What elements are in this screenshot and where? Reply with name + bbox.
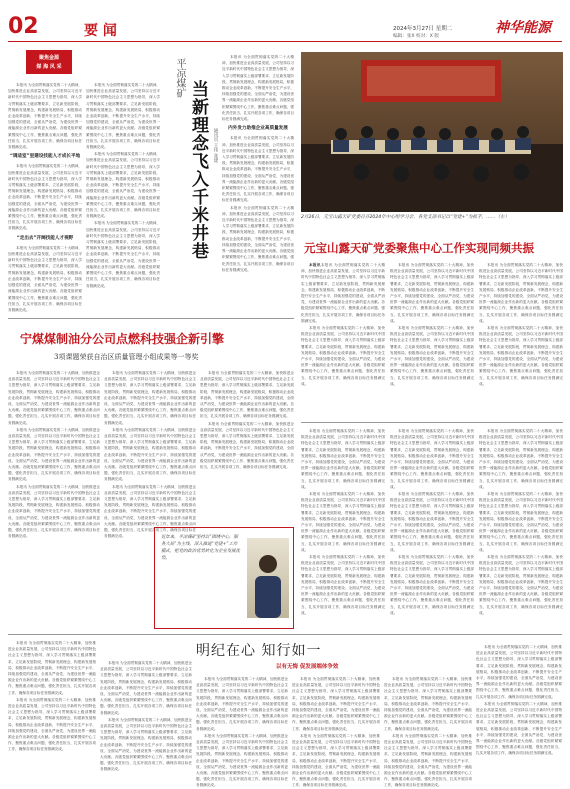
para: 本报讯 为全面贯彻落实党的二十大精神，加快推进企业高质量发展，公司坚持以习近平新时代中国特色社会主义思想为指导，深入学习贯彻落实上级部署要求，立足新发展阶段，贯彻新发展理念，构建新发展格局，积极推动企业改革创新，不断提升安全生产水平，持续加强党的建设，全面从严治党，为建设世界一流能源企业作出新的更大贡献。各级党组织紧紧围绕中心工作，聚焦重点难点问题，强化责任担当，扎实开展各项工作，确保各项目标任务圆满完成。 [384, 677, 472, 731]
para: 本报讯 为全面贯彻落实党的二十大精神，加快推进企业高质量发展，公司坚持以习近平新时代中国特色社会主义思想为指导，深入学习贯彻落实上级部署要求，立足新发展阶段，贯彻新发展理念，构建新发展格局，积极推动企业改革创新，不断提升安全生产水平，持续加强党的建设，全面从严治党，为建设世界一流能源企业作出新的更大贡献。各级党组织紧紧围绕中心工作，聚焦重点难点问题，强化责任担当，扎实开展各项工作，确保各项目标任务圆满完成。 [384, 733, 472, 788]
para: 本报讯 为全面贯彻落实党的二十大精神，加快推进企业高质量发展，公司坚持以习近平新时代中国特色社会主义思想为指导，深入学习贯彻落实上级部署要求，立足新发展阶段，贯彻新发展理念，构建新发展格局，积极推动企业改革创新，不断提升安全生产水平，持续加强党的建设，全面从严治党，为建设世界一流能源企业作出新的更大贡献。各级党组织紧紧围绕中心工作，聚焦重点难点问题，强化责任担当，扎实开展各项工作，确保各项目标任务圆满完成。 [390, 326, 474, 386]
para: 本报讯 为全面贯彻落实党的二十大精神，加快推进企业高质量发展，公司坚持以习近平新时代中国特色社会主义思想为指导，深入学习贯彻落实上级部署要求，立足新发展阶段，贯彻新发展理念，构建新发展格局，积极推动企业改革创新，不断提升安全生产水平，持续加强党的建设，全面从严治党，为建设世界一流能源企业作出新的更大贡献。各级党组织紧紧围绕中心工作，聚焦重点难点问题，强化责任担当，扎实开展各项工作，确保各项目标任务圆满完成。 [86, 152, 160, 219]
article-mid-col-3 [200, 370, 294, 512]
para: 本报讯 为全面贯彻落实党的二十大精神，加快推进企业高质量发展，公司坚持以习近平新时代中国特色社会主义思想为指导，深入学习贯彻落实上级部署要求，立足新发展阶段，贯彻新发展理念，构建新发展格局，积极推动企业改革创新，不断提升安全生产水平，持续加强党的建设，全面从严治党，为建设世界一流能源企业作出新的更大贡献。各级党组织紧紧围绕中心工作，聚焦重点难点问题，强化责任担当，扎实开展各项工作，确保各项目标任务圆满完成。 [104, 484, 196, 539]
headline-right: 元宝山露天矿党委聚焦中心工作实现同频共振 [304, 241, 534, 255]
article-bottom-col-5 [384, 676, 472, 788]
byline: 本报讯 [309, 263, 321, 267]
para: 本报讯 为全面贯彻落实党的二十大精神，加快推进企业高质量发展，公司坚持以习近平新时代中国特色社会主义思想为指导，深入学习贯彻落实上级部署要求，立足新发展阶段，贯彻新发展理念，构建新发展格局，积极推动企业改革创新，不断提升安全生产水平，持续加强党的建设，全面从严治党，为建设世界一流能源企业作出新的更大贡献。各级党组织紧紧围绕中心工作，聚焦重点难点问题，强化责任担当，扎实开展各项工作，确保各项目标任务圆满完成。 [479, 555, 563, 615]
para: 本报讯 为全面贯彻落实党的二十大精神，加快推进企业高质量发展，公司坚持以习近平新时代中国特色社会主义思想为指导，深入学习贯彻落实上级部署要求，立足新发展阶段，贯彻新发展理念，构建新发展格局，积极推动企业改革创新，不断提升安全生产水平，持续加强党的建设，全面从严治党，为建设世界一流能源企业作出新的更大贡献。各级党组织紧紧围绕中心工作，聚焦重点难点问题，强化责任担当，扎实开展各项工作，确保各项目标任务圆满完成。 [196, 677, 288, 731]
para: 本报讯 为全面贯彻落实党的二十大精神，加快推进企业高质量发展，公司坚持以习近平新时代中国特色社会主义思想为指导，深入学习贯彻落实上级部署要求，立足新发展阶段，贯彻新发展理念，构建新发展格局，积极推动企业改革创新，不断提升安全生产水平，持续加强党的建设，全面从严治党，为建设世界一流能源企业作出新的更大贡献。各级党组织紧紧围绕中心工作，聚焦重点难点问题，强化责任担当，扎实开展各项工作，确保各项目标任务圆满完成。 [86, 83, 160, 150]
article-left-col-2 [86, 82, 160, 318]
para: 本报讯 为全面贯彻落实党的二十大精神，加快推进企业高质量发展，公司坚持以习近平新时代中国特色社会主义思想为指导，深入学习贯彻落实上级部署要求，立足新发展阶段，贯彻新发展理念，构建新发展格局，积极推动企业改革创新，不断提升安全生产水平，持续加强党的建设，全面从严治党，为建设世界一流能源企业作出新的更大贡献。各级党组织紧紧围绕中心工作，聚焦重点难点问题，强化责任担当，扎实开展各项工作，确保各项目标任务圆满完成。 [222, 55, 294, 122]
portrait-illustration [247, 538, 289, 618]
article-right-col-3 [479, 262, 563, 422]
photo-meeting [301, 52, 563, 212]
para: 本报讯 为全面贯彻落实党的二十大精神，加快推进企业高质量发展，公司坚持以习近平新时代中国特色社会主义思想为指导，深入学习贯彻落实上级部署要求，立足新发展阶段，贯彻新发展理念，构建新发展格局，积极推动企业改革创新，不断提升安全生产水平，持续加强党的建设，全面从严治党，为建设世界一流能源企业作出新的更大贡献。各级党组织紧紧围绕中心工作，聚焦重点难点问题，强化责任担当，扎实开展各项工作，确保各项目标任务圆满完成。 [222, 136, 294, 203]
para: 本报讯 为全面贯彻落实党的二十大精神，加快推进企业高质量发展，公司坚持以习近平新时代中国特色社会主义思想为指导，深入学习贯彻落实上级部署要求，立足新发展阶段，贯彻新发展理念，构建新发展格局，积极推动企业改革创新，不断提升安全生产水平，持续加强党的建设，全面从严治党，为建设世界一流能源企业作出新的更大贡献。各级党组织紧紧围绕中心工作，聚焦重点难点问题，强化责任担当，扎实开展各项工作，确保各项目标任务圆满完成。 [390, 492, 474, 552]
para: 本报讯 为全面贯彻落实党的二十大精神，加快推进企业高质量发展，公司坚持以习近平新时代中国特色社会主义思想为指导，深入学习贯彻落实上级部署要求，立足新发展阶段，贯彻新发展理念，构建新发展格局，积极推动企业改革创新，不断提升安全生产水平，持续加强党的建设，全面从严治党，为建设世界一流能源企业作出新的更大贡献。各级党组织紧紧围绕中心工作，聚焦重点难点问题，强化责任担当，扎实开展各项工作，确保各项目标任务圆满完成。 [476, 645, 562, 699]
para: 本报讯 为全面贯彻落实党的二十大精神，加快推进企业高质量发展，公司坚持以习近平新时代中国特色社会主义思想为指导，深入学习贯彻落实上级部署要求，立足新发展阶段，贯彻新发展理念，构建新发展格局，积极推动企业改革创新，不断提升安全生产水平，持续加强党的建设，全面从严治党，为建设世界一流能源企业作出新的更大贡献。各级党组织紧紧围绕中心工作，聚焦重点难点问题，强化责任担当，扎实开展各项工作，确保各项目标任务圆满完成。 [390, 263, 474, 323]
article-left-col-1 [8, 82, 82, 318]
quote-box [154, 527, 294, 629]
banner-line-b: 煤 海 风 采 [36, 64, 62, 70]
article-bottom-col-4 [292, 676, 380, 788]
para: 本报讯 为全面贯彻落实党的二十大精神，加快推进企业高质量发展，公司坚持以习近平新时代中国特色社会主义思想为指导，深入学习贯彻落实上级部署要求，立足新发展阶段，贯彻新发展理念，构建新发展格局，积极推动企业改革创新，不断提升安全生产水平，持续加强党的建设，全面从严治党，为建设世界一流能源企业作出新的更大贡献。各级党组织紧紧围绕中心工作，聚焦重点难点问题，强化责任担当，扎实开展各项工作，确保各项目标任务圆满完成。 [292, 733, 380, 788]
para: 本报讯 为全面贯彻落实党的二十大精神，加快推进企业高质量发展，公司坚持以习近平新时代中国特色社会主义思想为指导，深入学习贯彻落实上级部署要求，立足新发展阶段，贯彻新发展理念，构建新发展格局，积极推动企业改革创新，不断提升安全生产水平，持续加强党的建设，全面从严治党，为建设世界一流能源企业作出新的更大贡献。各级党组织紧紧围绕中心工作，聚焦重点难点问题，强化责任担当，扎实开展各项工作，确保各项目标任务圆满完成。 [196, 733, 288, 788]
para: 本报讯 为全面贯彻落实党的二十大精神，加快推进企业高质量发展，公司坚持以习近平新时代中国特色社会主义思想为指导，深入学习贯彻落实上级部署要求，立足新发展阶段，贯彻新发展理念，构建新发展格局，积极推动企业改革创新，不断提升安全生产水平，持续加强党的建设，全面从严治党，为建设世界一流能源企业作出新的更大贡献。各级党组织紧紧围绕中心工作，聚焦重点难点问题，强化责任担当，扎实开展各项工作，确保各项目标任务圆满完成。 [8, 484, 100, 539]
article-bottom-col-6 [476, 644, 562, 770]
para: 本报讯 为全面贯彻落实党的二十大精神，加快推进企业高质量发展，公司坚持以习近平新时代中国特色社会主义思想为指导，深入学习贯彻落实上级部署要求，立足新发展阶段，贯彻新发展理念，构建新发展格局，积极推动企业改革创新，不断提升安全生产水平，持续加强党的建设，全面从严治党，为建设世界一流能源企业作出新的更大贡献。各级党组织紧紧围绕中心工作，聚焦重点难点问题，强化责任担当，扎实开展各项工作，确保各项目标任务圆满完成。 [8, 641, 96, 695]
para: 本报讯 为全面贯彻落实党的二十大精神，加快推进企业高质量发展，公司坚持以习近平新时代中国特色社会主义思想为指导，深入学习贯彻落实上级部署要求，立足新发展阶段，贯彻新发展理念，构建新发展格局，积极推动企业改革创新，不断提升安全生产水平，持续加强党的建设，全面从严治党，为建设世界一流能源企业作出新的更大贡献。各级党组织紧紧围绕中心工作，聚焦重点难点问题，强化责任担当，扎实开展各项工作，确保各项目标任务圆满完成。 [8, 371, 100, 425]
para: 本报讯 为全面贯彻落实党的二十大精神，加快推进企业高质量发展，公司坚持以习近平新时代中国特色社会主义思想为指导，深入学习贯彻落实上级部署要求，立足新发展阶段，贯彻新发展理念，构建新发展格局，积极推动企业改革创新，不断提升安全生产水平，持续加强党的建设，全面从严治党，为建设世界一流能源企业作出新的更大贡献。各级党组织紧紧围绕中心工作，聚焦重点难点问题，强化责任担当，扎实开展各项工作，确保各项目标任务圆满完成。 [8, 427, 100, 482]
para: 本报讯 为全面贯彻落实党的二十大精神，加快推进企业高质量发展，公司坚持以习近平新时代中国特色社会主义思想为指导，深入学习贯彻落实上级部署要求，立足新发展阶段，贯彻新发展理念，构建新发展格局，积极推动企业改革创新，不断提升安全生产水平，持续加强党的建设，全面从严治党，为建设世界一流能源企业作出新的更大贡献。各级党组织紧紧围绕中心工作，聚焦重点难点问题，强化责任担当，扎实开展各项工作，确保各项目标任务圆满完成。 [390, 555, 474, 615]
para: 本报讯 为全面贯彻落实党的二十大精神，加快推进企业高质量发展，公司坚持以习近平新时代中国特色社会主义思想为指导，深入学习贯彻落实上级部署要求，立足新发展阶段，贯彻新发展理念，构建新发展格局，积极推动企业改革创新，不断提升安全生产水平，持续加强党的建设，全面从严治党，为建设世界一流能源企业作出新的更大贡献。各级党组织紧紧围绕中心工作，聚焦重点难点问题，强化责任担当，扎实开展各项工作，确保各项目标任务圆满完成。 [100, 661, 192, 715]
banner-line-a: 聚焦金源 [38, 55, 59, 61]
para: 本报讯 为全面贯彻落实党的二十大精神，加快推进企业高质量发展，公司坚持以习近平新时代中国特色社会主义思想为指导，深入学习贯彻落实上级部署要求，立足新发展阶段，贯彻新发展理念，构建新发展格局，积极推动企业改革创新，不断提升安全生产水平，持续加强党的建设，全面从严治党，为建设世界一流能源企业作出新的更大贡献。各级党组织紧紧围绕中心工作，聚焦重点难点问题，强化责任担当，扎实开展各项工作，确保各项目标任务圆满完成。 [390, 429, 474, 489]
article-bottom-col-2 [100, 660, 192, 770]
article-right-col-2 [390, 262, 474, 422]
article-bottom-col-1 [8, 640, 96, 770]
para: 本报讯 为全面贯彻落实党的二十大精神，加快推进企业高质量发展，公司坚持以习近平新时代中国特色社会主义思想为指导，深入学习贯彻落实上级部署要求，立足新发展阶段，贯彻新发展理念，构建新发展格局，积极推动企业改革创新，不断提升安全生产水平，持续加强党的建设，全面从严治党，为建设世界一流能源企业作出新的更大贡献。各级党组织紧紧围绕中心工作，聚焦重点难点问题，强化责任担当，扎实开展各项工作，确保各项目标任务圆满完成。 [479, 492, 563, 552]
para: 本报讯 为全面贯彻落实党的二十大精神，加快推进企业高质量发展，公司坚持以习近平新时代中国特色社会主义思想为指导，深入学习贯彻落实上级部署要求，立足新发展阶段，贯彻新发展理念，构建新发展格局，积极推动企业改革创新，不断提升安全生产水平，持续加强党的建设，全面从严治党，为建设世界一流能源企业作出新的更大贡献。各级党组织紧紧围绕中心工作，聚焦重点难点问题，强化责任担当，扎实开展各项工作，确保各项目标任务圆满完成。 [479, 326, 563, 386]
para: 本报讯 为全面贯彻落实党的二十大精神，加快推进企业高质量发展，公司坚持以习近平新时代中国特色社会主义思想为指导，深入学习贯彻落实上级部署要求，立足新发展阶段，贯彻新发展理念，构建新发展格局，积极推动企业改革创新，不断提升安全生产水平，持续加强党的建设，全面从严治党，为建设世界一流能源企业作出新的更大贡献。各级党组织紧紧围绕中心工作，聚焦重点难点问题，强化责任担当，扎实开展各项工作，确保各项目标任务圆满完成。 [301, 555, 385, 615]
para: 本报讯 为全面贯彻落实党的二十大精神，加快推进企业高质量发展，公司坚持以习近平新时代中国特色社会主义思想为指导，深入学习贯彻落实上级部署要求，立足新发展阶段，贯彻新发展理念，构建新发展格局，积极推动企业改革创新，不断提升安全生产水平，持续加强党的建设，全面从严治党，为建设世界一流能源企业作出新的更大贡献。各级党组织紧紧围绕中心工作，聚焦重点难点问题，强化责任担当，扎实开展各项工作，确保各项目标任务圆满完成。 [479, 429, 563, 489]
subheadline-bottom: 以有无悔 促发展端体争效 [276, 664, 339, 670]
subhead-2: 内外发力助推企业高质量发展 [228, 126, 288, 132]
para: 本报讯 为全面贯彻落实党的二十大精神，加快推进企业高质量发展，公司坚持以习近平新时代中国特色社会主义思想为指导，深入学习贯彻落实上级部署要求，立足新发展阶段，贯彻新发展理念，构建新发展格局，积极推动企业改革创新，不断提升安全生产水平，持续加强党的建设，全面从严治党，为建设世界一流能源企业作出新的更大贡献。各级党组织紧紧围绕中心工作，聚焦重点难点问题，强化责任担当，扎实开展各项工作，确保各项目标任务圆满完成。 [8, 697, 96, 752]
article-right-lower-col-2 [390, 428, 474, 628]
article-left-col-3 [222, 54, 294, 316]
photo-caption: 2月26日，元宝山露天矿党委召开2024年中心组学习会，各党支部书记以“党建+”为抓手，……（左） [301, 215, 510, 220]
byline-vertical: 通讯员 王伟 张建 [213, 128, 218, 163]
quote-text: 近年来，平凉煤矿坚持以“围绕中心，服务大局”为主线，深入推进“党建+”工作模式，把党的政治优势转化为企业发展优势。 [161, 535, 241, 561]
banner-block [26, 50, 72, 74]
headline-bottom: 明纪在心 知行如一 [196, 643, 322, 659]
para: 本报讯 为全面贯彻落实党的二十大精神，加快推进企业高质量发展，公司坚持以习近平新时代中国特色社会主义思想为指导，深入学习贯彻落实上级部署要求，立足新发展阶段，贯彻新发展理念，构建新发展格局，积极推动企业改革创新，不断提升安全生产水平，持续加强党的建设，全面从严治党，为建设世界一流能源企业作出新的更大贡献。各级党组织紧紧围绕中心工作，聚焦重点难点问题，强化责任担当，扎实开展各项工作，确保各项目标任务圆满完成。 [104, 371, 196, 425]
para: 本报讯 为全面贯彻落实党的二十大精神，加快推进企业高质量发展，公司坚持以习近平新时代中国特色社会主义思想为指导，深入学习贯彻落实上级部署要求，立足新发展阶段，贯彻新发展理念，构建新发展格局，积极推动企业改革创新，不断提升安全生产水平，持续加强党的建设，全面从严治党，为建设世界一流能源企业作出新的更大贡献。各级党组织紧紧围绕中心工作，聚焦重点难点问题，强化责任担当，扎实开展各项工作，确保各项目标任务圆满完成。 [8, 164, 82, 231]
page-number: 02 [8, 14, 39, 39]
para: 本报讯 为全面贯彻落实党的二十大精神，加快推进企业高质量发展，公司坚持以习近平新时代中国特色社会主义思想为指导，深入学习贯彻落实上级部署要求，立足新发展阶段，贯彻新发展理念，构建新发展格局，积极推动企业改革创新，不断提升安全生产水平，持续加强党的建设，全面从严治党，为建设世界一流能源企业作出新的更大贡献。各级党组织紧紧围绕中心工作，聚焦重点难点问题，强化责任担当，扎实开展各项工作，确保各项目标任务圆满完成。 [476, 701, 562, 756]
article-right-lower-col-1 [301, 428, 385, 628]
subhead-3: “走出去”开阔技能人才视野 [16, 235, 74, 241]
headline-coal-oil: 宁煤煤制油分公司点燃科技强企新引擎 [20, 332, 225, 346]
para: 本报讯 为全面贯彻落实党的二十大精神，加快推进企业高质量发展，公司坚持以习近平新时代中国特色社会主义思想为指导，深入学习贯彻落实上级部署要求，立足新发展阶段，贯彻新发展理念，构建新发展格局，积极推动企业改革创新，不断提升安全生产水平，持续加强党的建设，全面从严治党，为建设世界一流能源企业作出新的更大贡献。各级党组织紧紧围绕中心工作，聚焦重点难点问题，强化责任担当，扎实开展各项工作，确保各项目标任务圆满完成。 [222, 205, 294, 272]
kicker: 平凉煤矿 [174, 58, 185, 98]
divider-left [8, 318, 294, 319]
issue-date: 2024年3月27日 星期二 [393, 26, 453, 32]
section-title: 要 闻 [84, 23, 117, 39]
para: 本报讯 为全面贯彻落实党的二十大精神，加快推进企业高质量发展，公司坚持以习近平新时代中国特色社会主义思想为指导，深入学习贯彻落实上级部署要求，立足新发展阶段，贯彻新发展理念，构建新发展格局，积极推动企业改革创新，不断提升安全生产水平，持续加强党的建设，全面从严治党，为建设世界一流能源企业作出新的更大贡献。各级党组织紧紧围绕中心工作，聚焦重点难点问题，强化责任担当，扎实开展各项工作，确保各项目标任务圆满完成。 [8, 83, 82, 150]
meeting-photo-illustration [301, 52, 563, 212]
para: 本报讯 为全面贯彻落实党的二十大精神，加快推进企业高质量发展，公司坚持以习近平新时代中国特色社会主义思想为指导，深入学习贯彻落实上级部署要求，立足新发展阶段，贯彻新发展理念，构建新发展格局，积极推动企业改革创新，不断提升安全生产水平，持续加强党的建设，全面从严治党，为建设世界一流能源企业作出新的更大贡献。各级党组织紧紧围绕中心工作，聚焦重点难点问题，强化责任担当，扎实开展各项工作，确保各项目标任务圆满完成。 [200, 371, 294, 419]
divider-right [301, 422, 563, 423]
article-mid-col-1 [8, 370, 100, 628]
article-right-col-1 [301, 262, 385, 422]
divider-bottom [8, 634, 562, 635]
para: 本报讯 为全面贯彻落实党的二十大精神，加快推进企业高质量发展，公司坚持以习近平新时代中国特色社会主义思想为指导，深入学习贯彻落实上级部署要求，立足新发展阶段，贯彻新发展理念，构建新发展格局，积极推动企业改革创新，不断提升安全生产水平，持续加强党的建设，全面从严治党，为建设世界一流能源企业作出新的更大贡献。各级党组织紧紧围绕中心工作，聚焦重点难点问题，强化责任担当，扎实开展各项工作，确保各项目标任务圆满完成。 [301, 429, 385, 489]
brand-logo: 神华能源 [495, 20, 551, 36]
para: 本报讯 为全面贯彻落实党的二十大精神，加快推进企业高质量发展，公司坚持以习近平新时代中国特色社会主义思想为指导，深入学习贯彻落实上级部署要求，立足新发展阶段，贯彻新发展理念，构建新发展格局，积极推动企业改革创新，不断提升安全生产水平，持续加强党的建设，全面从严治党，为建设世界一流能源企业作出新的更大贡献。各级党组织紧紧围绕中心工作，聚焦重点难点问题，强化责任担当，扎实开展各项工作，确保各项目标任务圆满完成。 [301, 326, 385, 386]
para: 本报讯 为全面贯彻落实党的二十大精神，加快推进企业高质量发展，公司坚持以习近平新时代中国特色社会主义思想为指导，深入学习贯彻落实上级部署要求，立足新发展阶段，贯彻新发展理念，构建新发展格局，积极推动企业改革创新，不断提升安全生产水平，持续加强党的建设，全面从严治党，为建设世界一流能源企业作出新的更大贡献。各级党组织紧紧围绕中心工作，聚焦重点难点问题，强化责任担当，扎实开展各项工作，确保各项目标任务圆满完成。 [292, 677, 380, 731]
editor-line: 编辑：张X 校对：X 版 [393, 34, 439, 39]
para: 本报讯 为全面贯彻落实党的二十大精神，加快推进企业高质量发展，公司坚持以习近平新时代中国特色社会主义思想为指导，深入学习贯彻落实上级部署要求，立足新发展阶段，贯彻新发展理念，构建新发展格局，积极推动企业改革创新，不断提升安全生产水平，持续加强党的建设，全面从严治党，为建设世界一流能源企业作出新的更大贡献。各级党组织紧紧围绕中心工作，聚焦重点难点问题，强化责任担当，扎实开展各项工作，确保各项目标任务圆满完成。 [86, 221, 160, 288]
subheadline-coal-oil: 3项课题荣获自治区质量管理小组成果等一等奖 [54, 353, 199, 361]
article-bottom-col-3 [196, 676, 288, 788]
para: 本报讯 为全面贯彻落实党的二十大精神，加快推进企业高质量发展，公司坚持以习近平新时代中国特色社会主义思想为指导，深入学习贯彻落实上级部署要求，立足新发展阶段，贯彻新发展理念，构建新发展格局，积极推动企业改革创新，不断提升安全生产水平，持续加强党的建设，全面从严治党，为建设世界一流能源企业作出新的更大贡献。各级党组织紧紧围绕中心工作，聚焦重点难点问题，强化责任担当，扎实开展各项工作，确保各项目标任务圆满完成。 [301, 492, 385, 552]
quote-photo [247, 538, 289, 618]
para: 本报讯 为全面贯彻落实党的二十大精神，加快推进企业高质量发展，公司坚持以习近平新时代中国特色社会主义思想为指导，深入学习贯彻落实上级部署要求，立足新发展阶段，贯彻新发展理念，构建新发展格局，积极推动企业改革创新，不断提升安全生产水平，持续加强党的建设，全面从严治党，为建设世界一流能源企业作出新的更大贡献。各级党组织紧紧围绕中心工作，聚焦重点难点问题，强化责任担当，扎实开展各项工作，确保各项目标任务圆满完成。 [479, 263, 563, 323]
article-right-lower-col-3 [479, 428, 563, 628]
para: 本报讯 为全面贯彻落实党的二十大精神，加快推进企业高质量发展，公司坚持以习近平新时代中国特色社会主义思想为指导，深入学习贯彻落实上级部署要求，立足新发展阶段，贯彻新发展理念，构建新发展格局，积极推动企业改革创新，不断提升安全生产水平，持续加强党的建设，全面从严治党，为建设世界一流能源企业作出新的更大贡献。各级党组织紧紧围绕中心工作，聚焦重点难点问题，强化责任担当，扎实开展各项工作，确保各项目标任务圆满完成。 [104, 427, 196, 482]
para: 本报讯 为全面贯彻落实党的二十大精神，加快推进企业高质量发展，公司坚持以习近平新时代中国特色社会主义思想为指导，深入学习贯彻落实上级部署要求，立足新发展阶段，贯彻新发展理念，构建新发展格局，积极推动企业改革创新，不断提升安全生产水平，持续加强党的建设，全面从严治党，为建设世界一流能源企业作出新的更大贡献。各级党组织紧紧围绕中心工作，聚焦重点难点问题，强化责任担当，扎实开展各项工作，确保各项目标任务圆满完成。 [100, 717, 192, 772]
subhead-1: “调适室”里建设技能人才成长平地 [9, 154, 81, 160]
para: 本报讯 为全面贯彻落实党的二十大精神，加快推进企业高质量发展，公司坚持以习近平新时代中国特色社会主义思想为指导，深入学习贯彻落实上级部署要求，立足新发展阶段，贯彻新发展理念，构建新发展格局，积极推动企业改革创新，不断提升安全生产水平，持续加强党的建设，全面从严治党，为建设世界一流能源企业作出新的更大贡献。各级党组织紧紧围绕中心工作，聚焦重点难点问题，强化责任担当，扎实开展各项工作，确保各项目标任务圆满完成。 [301, 263, 385, 323]
para: 本报讯 为全面贯彻落实党的二十大精神，加快推进企业高质量发展，公司坚持以习近平新时代中国特色社会主义思想为指导，深入学习贯彻落实上级部署要求，立足新发展阶段，贯彻新发展理念，构建新发展格局，积极推动企业改革创新，不断提升安全生产水平，持续加强党的建设，全面从严治党，为建设世界一流能源企业作出新的更大贡献。各级党组织紧紧围绕中心工作，聚焦重点难点问题，强化责任担当，扎实开展各项工作，确保各项目标任务圆满完成。 [200, 421, 294, 470]
header-rule [8, 41, 562, 42]
para: 本报讯 为全面贯彻落实党的二十大精神，加快推进企业高质量发展，公司坚持以习近平新时代中国特色社会主义思想为指导，深入学习贯彻落实上级部署要求，立足新发展阶段，贯彻新发展理念，构建新发展格局，积极推动企业改革创新，不断提升安全生产水平，持续加强党的建设，全面从严治党，为建设世界一流能源企业作出新的更大贡献。各级党组织紧紧围绕中心工作，聚焦重点难点问题，强化责任担当，扎实开展各项工作，确保各项目标任务圆满完成。 [8, 245, 82, 312]
headline-vertical: 当新理念飞入千米井巷 [188, 80, 208, 260]
